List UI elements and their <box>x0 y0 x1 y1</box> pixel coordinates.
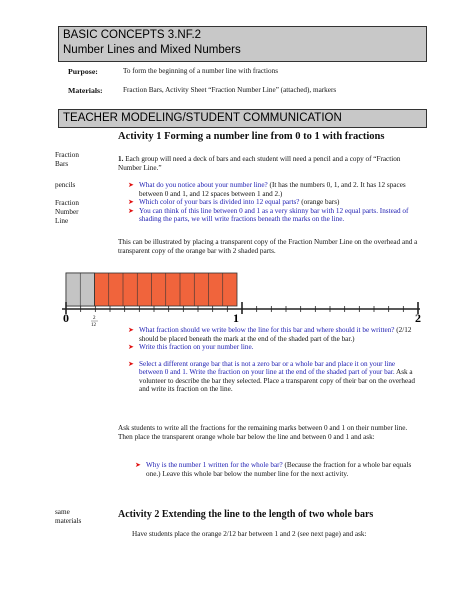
list-item: ➤ Why is the number 1 written for the whole bar? (Because the fraction for a whole bar equals one.) Leave this whole bar below the number line for the next activity. <box>135 461 412 478</box>
arrow-bullet-icon: ➤ <box>135 461 141 469</box>
list-item: ➤ Which color of your bars is divided into 12 equal parts? (orange bars) <box>128 198 340 206</box>
activity1-questions <box>124 181 416 224</box>
arrow-bullet-icon: ➤ <box>128 359 134 368</box>
activity1-title: Activity 1 Forming a number line from 0 to 1 with fractions <box>118 131 385 142</box>
label-one: 1 <box>233 311 239 325</box>
side-note-same-materials: same materials <box>55 508 82 525</box>
list-item: ➤ What do you notice about your number line? (It has the numbers 0, 1, and 2. It has 12 spaces between 0 and 1, and 12 spaces between 1 and 2.) <box>128 181 406 198</box>
fraction-numerator: 2 <box>93 316 96 321</box>
arrow-bullet-icon: ➤ <box>128 198 134 206</box>
list-item: ➤ You can think of this line between 0 and 1 as a very skinny bar with 12 equal parts. Instead of shading the parts, we will write fractions beneath the marks on the line. <box>128 206 409 223</box>
activity2-title: Activity 2 Extending the line to the length of two whole bars <box>118 509 374 520</box>
materials-label: Materials: <box>68 86 103 95</box>
ask-paragraph: Ask students to write all the fractions for the remaining marks between 0 and 1 on their number line. Then place the transparent orange whole bar below the line and between 0 and 1 and ask: <box>118 424 408 441</box>
arrow-bullet-icon: ➤ <box>128 343 134 351</box>
lesson-code: BASIC CONCEPTS 3.NF.2 <box>63 29 202 41</box>
activity1-questions-2 <box>124 326 416 394</box>
illustrate-text: This can be illustrated by placing a transparent copy of the Fraction Number Line on the overhead and a transparent copy of the orange bar with 2 shaded parts. <box>118 238 418 255</box>
list-item: ➤ Write this fraction on your number line. <box>128 343 254 351</box>
section-title: TEACHER MODELING/STUDENT COMMUNICATION <box>63 112 342 124</box>
purpose-text: To form the beginning of a number line with fractions <box>123 67 278 75</box>
label-zero: 0 <box>63 311 69 325</box>
purpose-label: Purpose: <box>68 67 98 76</box>
fraction-number-line-figure <box>58 268 430 330</box>
list-item: ➤ Select a different orange bar that is not a zero bar or a whole bar and place it on your line between 0 and 1. Write the fraction on your line at the end of the shaded part of your bar. Ask a volunteer to describe the bar they selected. Place a transparent copy of their bar on the overhead and write its fraction on the line. <box>128 359 416 393</box>
side-note-fraction-number-line: Fraction Number Line <box>55 199 79 225</box>
arrow-bullet-icon: ➤ <box>128 206 134 215</box>
side-note-fraction-bars: Fraction Bars <box>55 151 79 168</box>
title-banner <box>58 26 427 62</box>
fraction-denominator: 12 <box>91 323 96 328</box>
lesson-title: Number Lines and Mixed Numbers <box>63 44 241 56</box>
activity2-text: Have students place the orange 2/12 bar between 1 and 2 (see next page) and ask: <box>132 530 367 538</box>
arrow-bullet-icon: ➤ <box>128 326 134 334</box>
list-item: ➤ What fraction should we write below the line for this bar and where should it be written? (2/12 should be placed beneath the mark at the end of the shaded part of the bar.) <box>128 326 412 343</box>
materials-text: Fraction Bars, Activity Sheet “Fraction Number Line” (attached), markers <box>123 86 337 94</box>
activity1-intro: 1. Each group will need a deck of bars and each student will need a pencil and a copy of “Fraction Number Line.” <box>118 155 401 172</box>
label-two: 2 <box>415 311 421 325</box>
side-note-pencils: pencils <box>55 181 76 189</box>
section-banner <box>58 109 427 128</box>
activity1-question-3 <box>131 461 413 478</box>
arrow-bullet-icon: ➤ <box>128 181 134 189</box>
